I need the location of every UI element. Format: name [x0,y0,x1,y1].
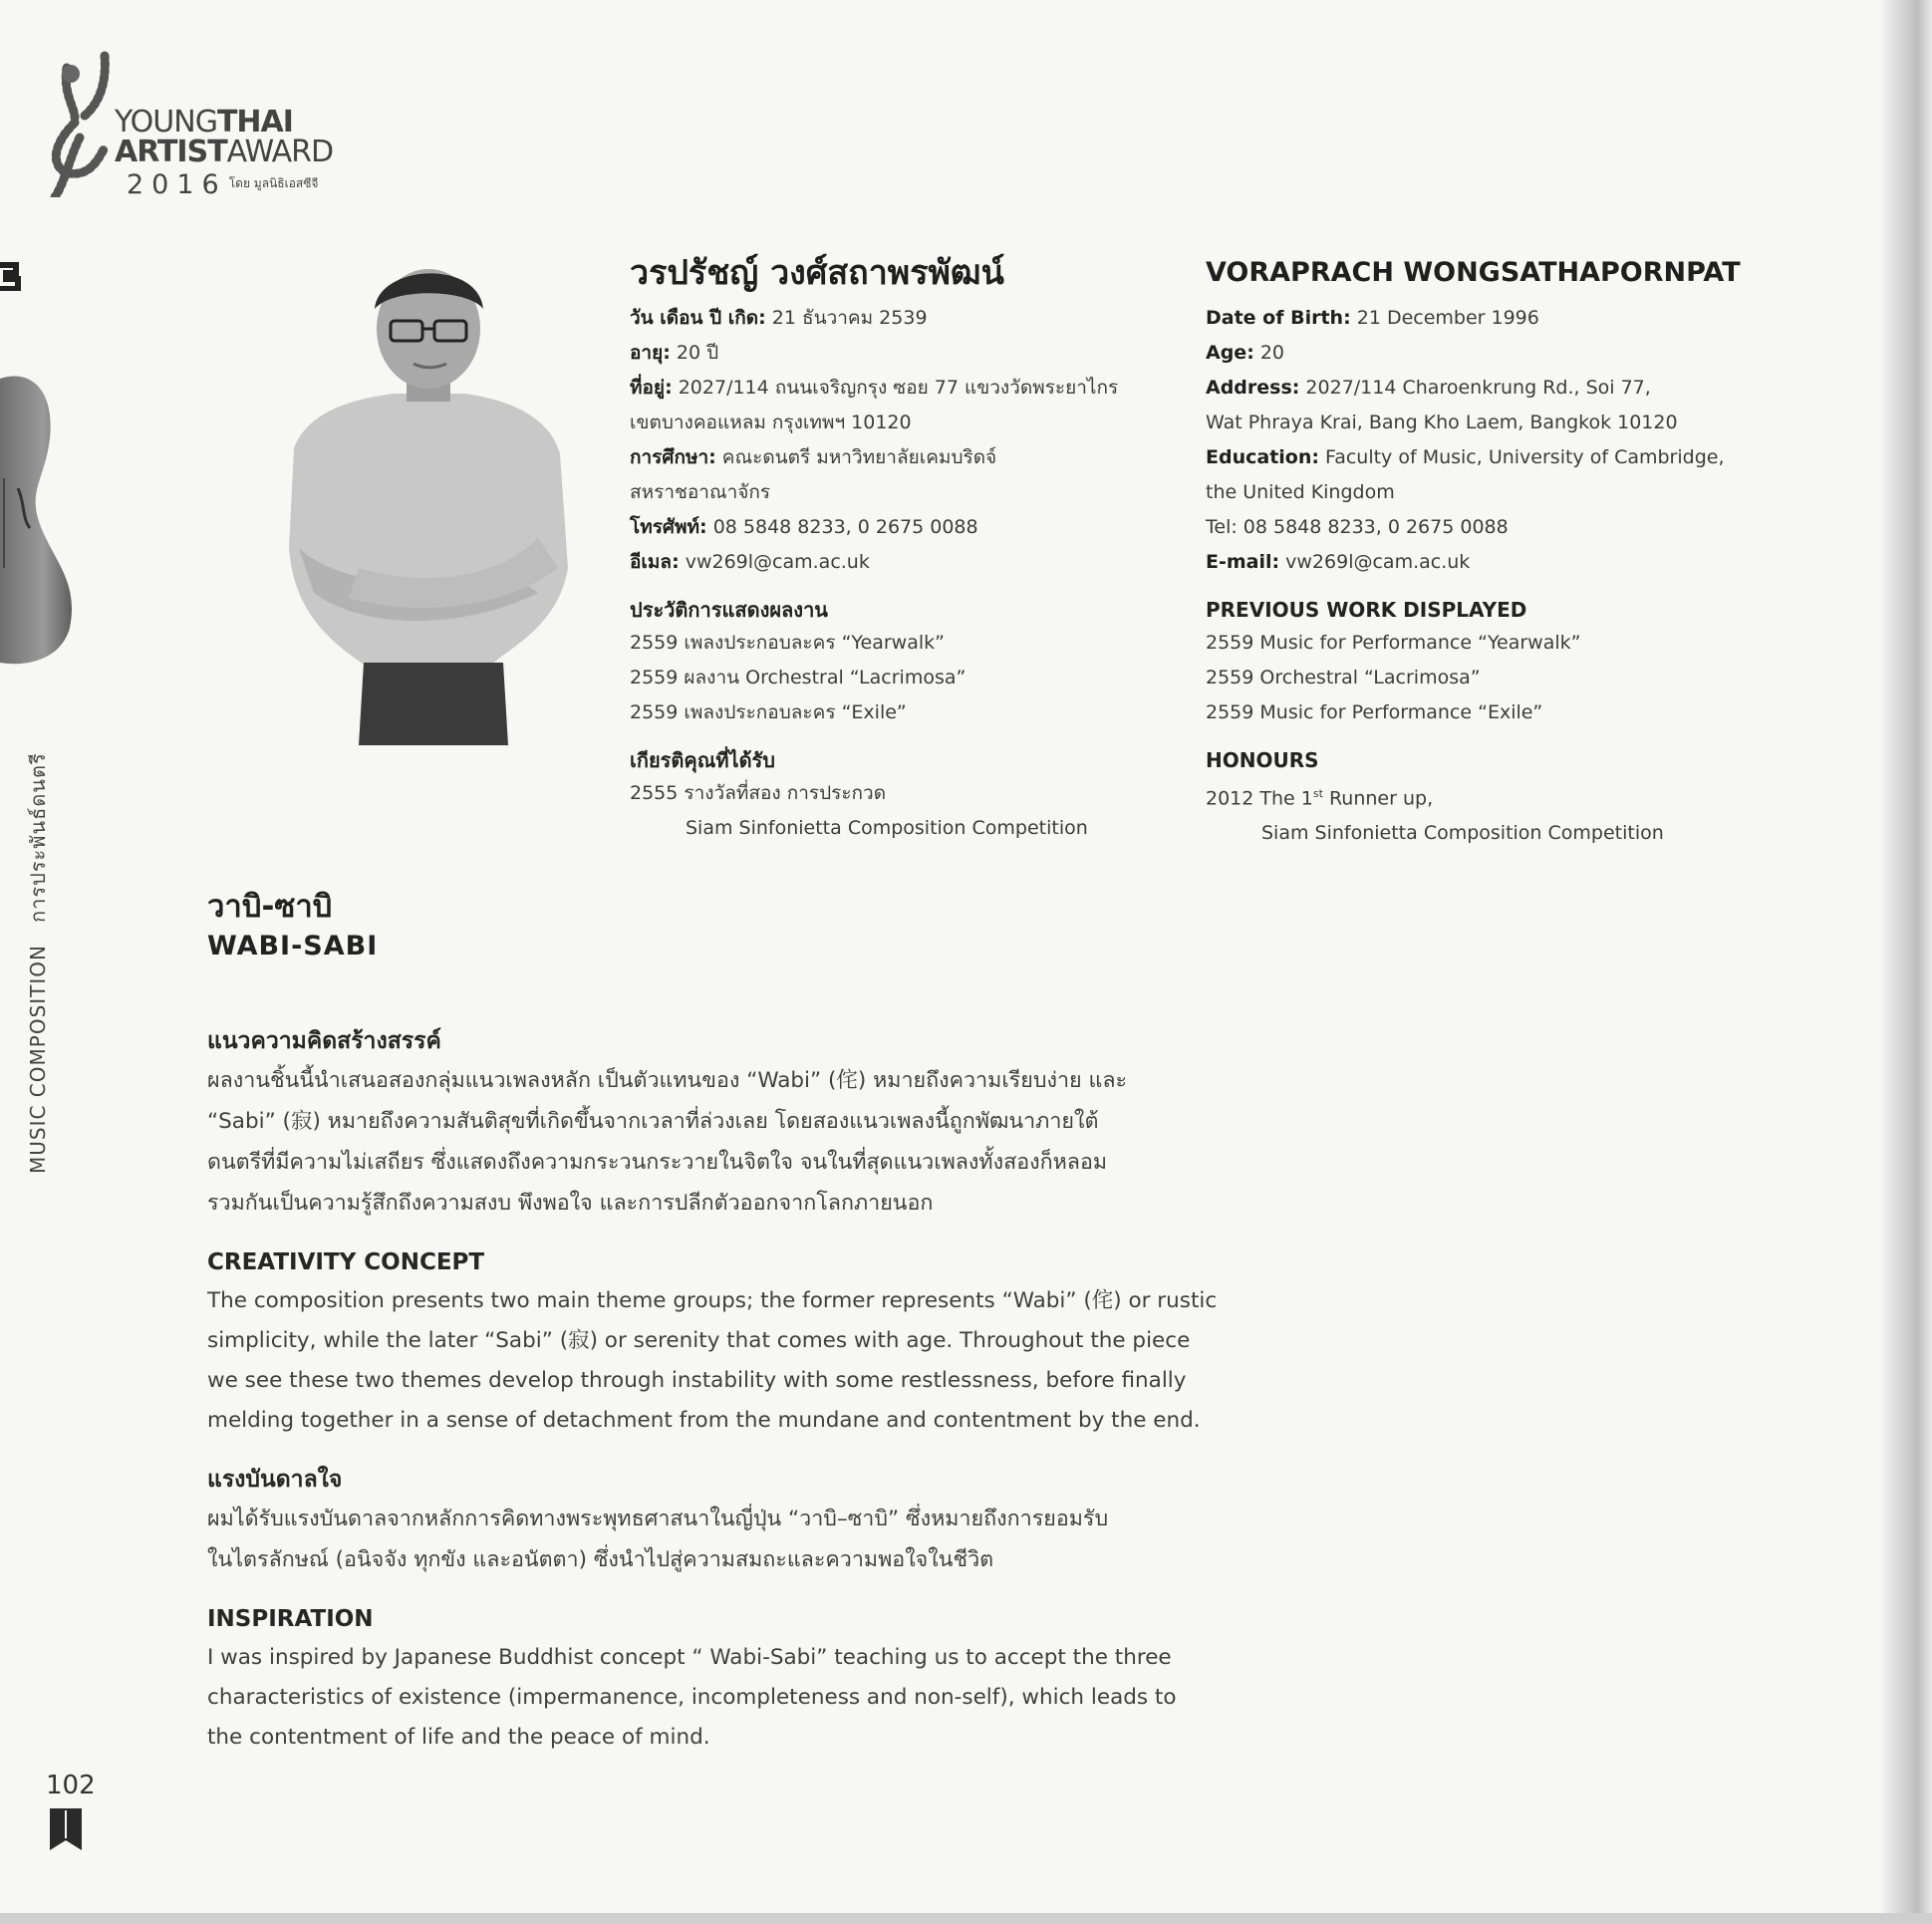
detail-label: E-mail: [1206,551,1280,573]
detail-value: 21 ธันวาคม 2539 [765,307,928,329]
paragraph-line: “Sabi” (寂) หมายถึงความสันติสุขที่เกิดขึ้นจากเวลาที่ล่วงเลย โดยสองแนวเพลงนี้ถูกพัฒนาภายใต้ [207,1109,1099,1134]
concept-text-thai [207,1060,1243,1224]
paragraph-line: we see these two themes develop through instability with some restlessness, before finally [207,1368,1187,1393]
english-works-list [1206,626,1764,730]
thai-honour-line-2: Siam Sinfonietta Composition Competition [686,817,1088,839]
thai-details-list [630,301,1188,580]
english-honour-line-2: Siam Sinfonietta Composition Competition [1261,822,1664,845]
detail-row [630,545,1188,580]
thai-honours-heading: เกียรติคุณที่ได้รับ [630,748,775,772]
paragraph-line: รวมกันเป็นความรู้สึกถึงความสงบ พึงพอใจ และการปลีกตัวออกจากโลกภายนอก [207,1191,934,1216]
work-title-english: WABI-SABI [207,931,379,962]
detail-value: Tel: 08 5848 8233, 0 2675 0088 [1206,516,1509,538]
detail-label: อายุ: [630,342,671,364]
detail-row [630,440,1188,475]
thai-works-list [630,626,1188,730]
detail-row [1206,406,1764,440]
concept-heading-thai: แนวความคิดสร้างสรรค์ [207,1028,441,1054]
work-list-item: 2559 ผลงาน Orchestral “Lacrimosa” [630,667,966,688]
paragraph-line: characteristics of existence (impermanence, incompleteness and non-self), which leads to [207,1685,1177,1710]
detail-row [1206,440,1764,475]
logo-line-3: 2016 $^{โดย มูลนิธิเอสซีจี}$ [127,169,319,200]
paragraph-line: simplicity, while the later “Sabi” (寂) or serenity that comes with age. Throughout the piece [207,1328,1191,1353]
detail-value: the United Kingdom [1206,481,1395,503]
detail-value: 2027/114 Charoenkrung Rd., Soi 77, [1299,377,1651,399]
concept-heading-english: CREATIVITY CONCEPT [207,1249,485,1275]
page-number: 102 [46,1771,96,1800]
detail-row [1206,475,1764,510]
detail-label: Age: [1206,342,1254,364]
violin-icon [0,369,80,668]
detail-label: Education: [1206,446,1319,468]
english-honour-line-1: 2012 The 1st Runner up, [1206,787,1434,810]
logo-line-1: YOUNGTHAI [115,105,293,139]
artist-portrait [269,249,588,745]
category-th: การประพันธ์ดนตรี [26,752,50,923]
paragraph-line: the contentment of life and the peace of mind. [207,1725,710,1750]
inspiration-text-english [207,1638,1243,1758]
thai-info-column [630,249,1188,846]
detail-row [1206,510,1764,545]
partial-glyph-icon [0,261,22,291]
paragraph-line: I was inspired by Japanese Buddhist concept “ Wabi-Sabi” teaching us to accept the three [207,1645,1172,1670]
detail-label: อีเมล: [630,551,680,573]
detail-value: vw269l@cam.ac.uk [1279,551,1471,573]
detail-value: 20 [1253,342,1285,364]
detail-row [1206,545,1764,580]
work-list-item: 2559 เพลงประกอบละคร “Yearwalk” [630,632,945,654]
detail-value: คณะดนตรี มหาวิทยาลัยเคมบริดจ์ [715,446,997,468]
concept-text-english [207,1281,1243,1441]
detail-value: เขตบางคอแหลม กรุงเทพฯ 10120 [630,412,912,433]
detail-label: วัน เดือน ปี เกิด: [630,307,766,329]
young-thai-artist-award-logo [45,48,344,200]
work-description [207,887,1243,1758]
inspiration-heading-english: INSPIRATION [207,1606,374,1632]
detail-row [630,301,1188,336]
paragraph-line: ดนตรีที่มีความไม่เสถียร ซึ่งแสดงถึงความกระวนกระวายในจิตใจ จนในที่สุดแนวเพลงทั้งสองก็หลอม [207,1150,1108,1175]
detail-value: Wat Phraya Krai, Bang Kho Laem, Bangkok 10120 [1206,412,1678,433]
artist-name-english: VORAPRACH WONGSATHAPORNPAT [1206,257,1741,288]
detail-value: 21 December 1996 [1350,307,1539,329]
work-list-item: 2559 Orchestral “Lacrimosa” [1206,667,1481,688]
detail-value: 2027/114 ถนนเจริญกรุง ซอย 77 แขวงวัดพระยาไกร [672,377,1119,399]
page-bottom-edge [0,1913,1932,1924]
work-list-item: 2559 Music for Performance “Exile” [1206,701,1543,723]
work-title-thai: วาบิ-ซาบิ [207,889,333,925]
paragraph-line: ในไตรลักษณ์ (อนิจจัง ทุกขัง และอนัตตา) ซึ่งนำไปสู่ความสมถะและความพอใจในชีวิต [207,1547,994,1572]
detail-row [630,406,1188,440]
bookmark-icon [50,1808,82,1850]
work-list-item: 2559 Music for Performance “Yearwalk” [1206,632,1581,654]
detail-label: Date of Birth: [1206,307,1351,329]
paragraph-line: The composition presents two main theme groups; the former represents “Wabi” (侘) or rustic [207,1288,1218,1313]
detail-value: Faculty of Music, University of Cambridge, [1318,446,1725,468]
detail-label: การศึกษา: [630,446,716,468]
logo-line-2: ARTISTAWARD [115,135,334,169]
english-works-heading: PREVIOUS WORK DISPLAYED [1206,598,1527,622]
english-info-column [1206,249,1764,851]
thai-works-heading: ประวัติการแสดงผลงาน [630,598,828,622]
detail-value: vw269l@cam.ac.uk [679,551,870,573]
detail-label: ที่อยู่: [630,377,673,399]
detail-row [630,336,1188,371]
detail-value: 20 ปี [670,342,719,364]
paragraph-line: melding together in a sense of detachment from the mundane and contentment by the end. [207,1408,1201,1433]
paragraph-line: ผลงานชิ้นนี้นำเสนอสองกลุ่มแนวเพลงหลัก เป็นตัวแทนของ “Wabi” (侘) หมายถึงความเรียบง่าย และ [207,1068,1128,1093]
detail-label: Address: [1206,377,1300,399]
detail-row [1206,301,1764,336]
inspiration-heading-thai: แรงบันดาลใจ [207,1467,343,1493]
category-side-label [22,752,54,1174]
artist-name-thai: วรปรัชญ์ วงศ์สถาพรพัฒน์ [630,253,1004,293]
category-en: MUSIC COMPOSITION [26,945,50,1174]
detail-row [1206,371,1764,406]
page-edge-shadow [1883,0,1932,1924]
work-list-item: 2559 เพลงประกอบละคร “Exile” [630,701,907,723]
detail-value: 08 5848 8233, 0 2675 0088 [706,516,978,538]
detail-row [1206,336,1764,371]
english-honours-heading: HONOURS [1206,748,1319,772]
english-details-list [1206,301,1764,580]
detail-row [630,475,1188,510]
inspiration-text-thai [207,1499,1243,1580]
detail-label: โทรศัพท์: [630,516,707,538]
paragraph-line: ผมได้รับแรงบันดาลจากหลักการคิดทางพระพุทธศาสนาในญี่ปุ่น “วาบิ–ซาบิ” ซึ่งหมายถึงการยอมรับ [207,1507,1109,1531]
detail-value: สหราชอาณาจักร [630,481,771,503]
detail-row [630,510,1188,545]
thai-honour-line-1: 2555 รางวัลที่สอง การประกวด [630,782,887,804]
detail-row [630,371,1188,406]
